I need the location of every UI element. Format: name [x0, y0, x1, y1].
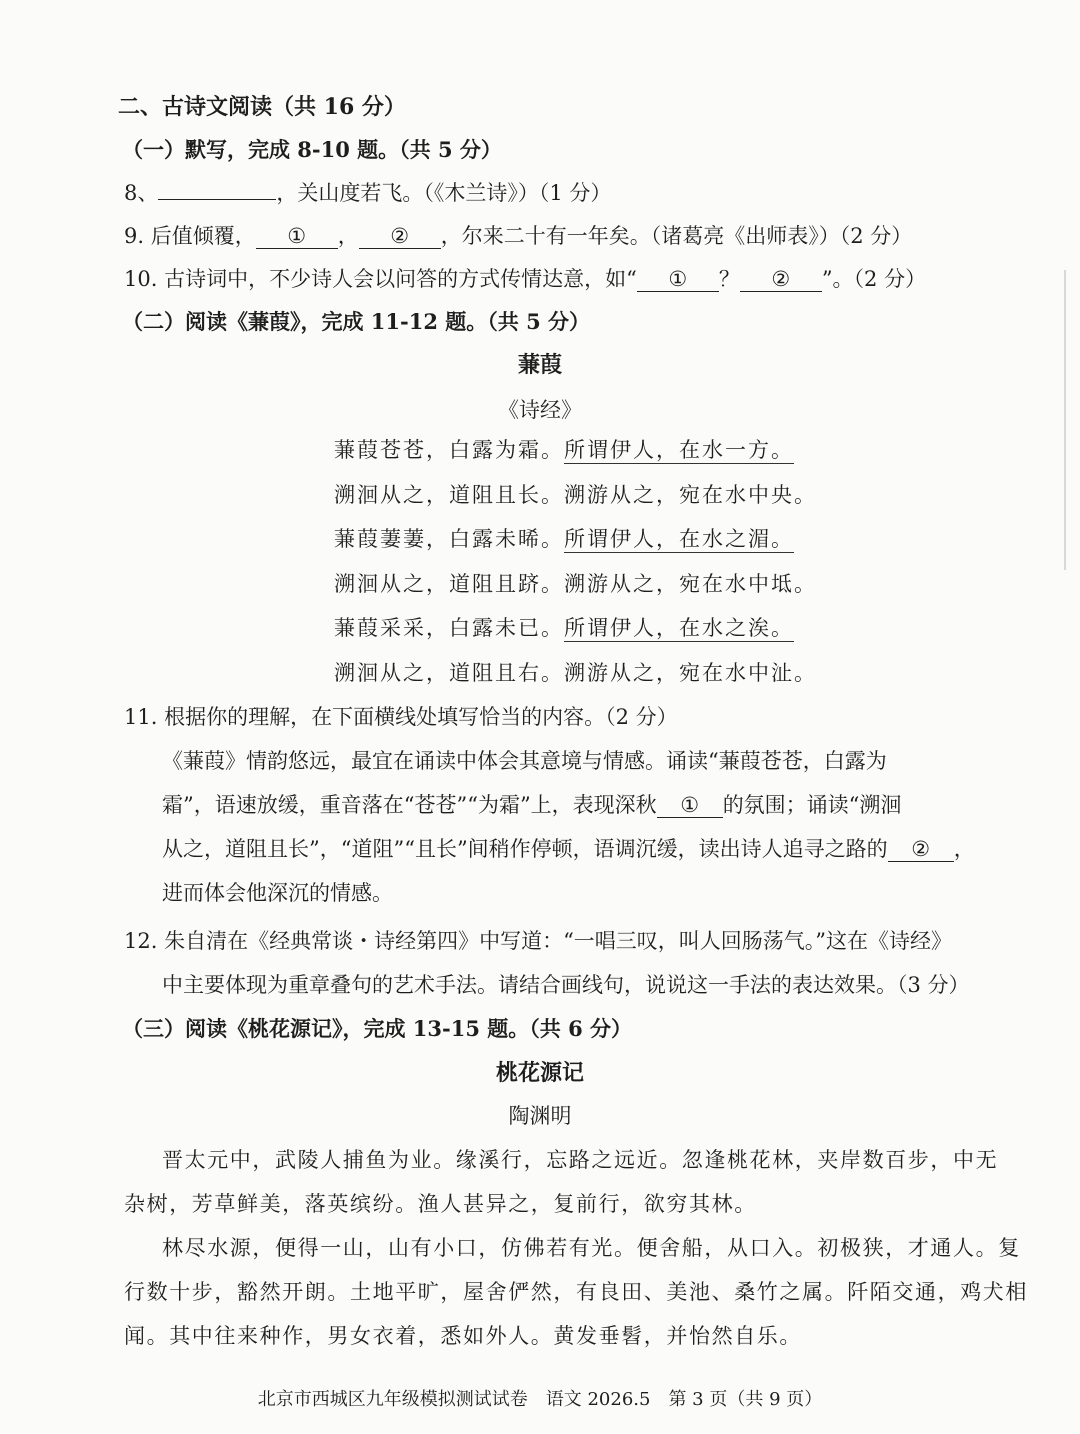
poem-line-5 [334, 613, 794, 643]
prose-p2-line-1: 林尽水源，便得一山，山有小口，仿佛若有光。便舍船，从口入。初极狭，才通人。复 [162, 1236, 1021, 1260]
poem-line-3 [334, 524, 794, 554]
q9-blank-2[interactable]: ② [359, 224, 441, 249]
section-title: 二、古诗文阅读（共 16 分） [118, 94, 406, 120]
q12-line-1: 12. 朱自清在《经典常谈・诗经第四》中写道：“一唱三叹，叫人回肠荡气。”这在《诗经》 [124, 929, 953, 953]
poem-line-2: 溯洄从之，道阻且长。溯游从之，宛在水中央。 [334, 483, 817, 507]
q8-answer-blank[interactable] [158, 199, 276, 200]
part2-header: （二）阅读《蒹葭》，完成 11-12 题。（共 5 分） [122, 309, 591, 334]
q8-number: 8、 [124, 181, 159, 205]
q9-blank-1[interactable]: ① [256, 224, 338, 249]
q11-line-3a: 从之，道阻且长”，“道阻”“且长”间稍作停顿，语调沉缓，读出诗人追寻之路的 [162, 837, 888, 861]
q11-blank-1[interactable]: ① [657, 793, 723, 818]
poem-line-3-a: 蒹葭萋萋，白露未晞。 [334, 527, 564, 551]
page-footer: 北京市西城区九年级模拟测试试卷 语文 2026.5 第 3 页（共 9 页） [257, 1389, 823, 1410]
poem-line-6: 溯洄从之，道阻且右。溯游从之，宛在水中沚。 [334, 661, 817, 685]
question-9 [124, 221, 912, 251]
q11-line-4: 进而体会他深沉的情感。 [162, 881, 393, 905]
poem-underlined-sentence-2: 所谓伊人，在水之湄。 [564, 527, 794, 551]
prose-title: 桃花源记 [495, 1060, 584, 1086]
q11-line-2b: 的氛围；诵读“溯洄 [722, 793, 902, 817]
part3-header: （三）阅读《桃花源记》，完成 13-15 题。（共 6 分） [122, 1016, 633, 1041]
prose-p1-line-1: 晋太元中，武陵人捕鱼为业。缘溪行，忘路之远近。忽逢桃花林，夹岸数百步，中无 [162, 1148, 999, 1172]
q12-line-2: 中主要体现为重章叠句的艺术手法。请结合画线句，说说这一手法的表达效果。（3 分） [162, 973, 970, 997]
poem-line-1 [334, 435, 794, 465]
q8-text: ，关山度若飞。（《木兰诗》）（1 分） [276, 181, 612, 205]
q10-sep: ？ [718, 267, 740, 291]
part1-header: （一）默写，完成 8-10 题。（共 5 分） [122, 137, 502, 162]
q11-line-1: 《蒹葭》情韵悠远，最宜在诵读中体会其意境与情感。诵读“蒹葭苍苍，白露为 [162, 749, 887, 773]
poem-line-5-a: 蒹葭采采，白露未已。 [334, 616, 564, 640]
scan-edge-mark [1064, 270, 1066, 570]
q11-prompt: 11. 根据你的理解，在下面横线处填写恰当的内容。（2 分） [124, 705, 678, 729]
q11-line-2a: 霜”，语速放缓，重音落在“苍苍”“为霜”上，表现深秋 [162, 793, 657, 817]
q9-text: ，尔来二十有一年矣。（诸葛亮《出师表》）（2 分） [440, 224, 913, 248]
poem-underlined-sentence-1: 所谓伊人，在水一方。 [564, 438, 794, 462]
q10-blank-1[interactable]: ① [637, 267, 719, 292]
q11-blank-2[interactable]: ② [888, 837, 954, 862]
q10-end: ”。（2 分） [821, 267, 927, 291]
poem-title: 蒹葭 [517, 352, 562, 378]
q11-line-3 [162, 834, 975, 864]
question-10 [124, 264, 926, 294]
poem-underlined-sentence-3: 所谓伊人，在水之涘。 [564, 616, 794, 640]
prose-p2-line-3: 闻。其中往来种作，男女衣着，悉如外人。黄发垂髫，并怡然自乐。 [124, 1324, 802, 1348]
q11-line-3b: ， [953, 837, 975, 861]
q9-prefix: 9. 后值倾覆， [124, 224, 256, 248]
poem-source: 《诗经》 [498, 398, 582, 422]
question-8 [124, 178, 611, 208]
prose-author: 陶渊明 [508, 1104, 572, 1128]
q9-sep: ， [337, 224, 359, 248]
prose-p1-line-2: 杂树，芳草鲜美，落英缤纷。渔人甚异之，复前行，欲穷其林。 [124, 1192, 757, 1216]
q10-text: 10. 古诗词中，不少诗人会以问答的方式传情达意，如“ [124, 267, 637, 291]
poem-line-4: 溯洄从之，道阻且跻。溯游从之，宛在水中坻。 [334, 572, 817, 596]
q11-line-2 [162, 790, 901, 820]
poem-line-1-a: 蒹葭苍苍，白露为霜。 [334, 438, 564, 462]
prose-p2-line-2: 行数十步，豁然开朗。土地平旷，屋舍俨然，有良田、美池、桑竹之属。阡陌交通，鸡犬相 [124, 1280, 1028, 1304]
q10-blank-2[interactable]: ② [740, 267, 822, 292]
